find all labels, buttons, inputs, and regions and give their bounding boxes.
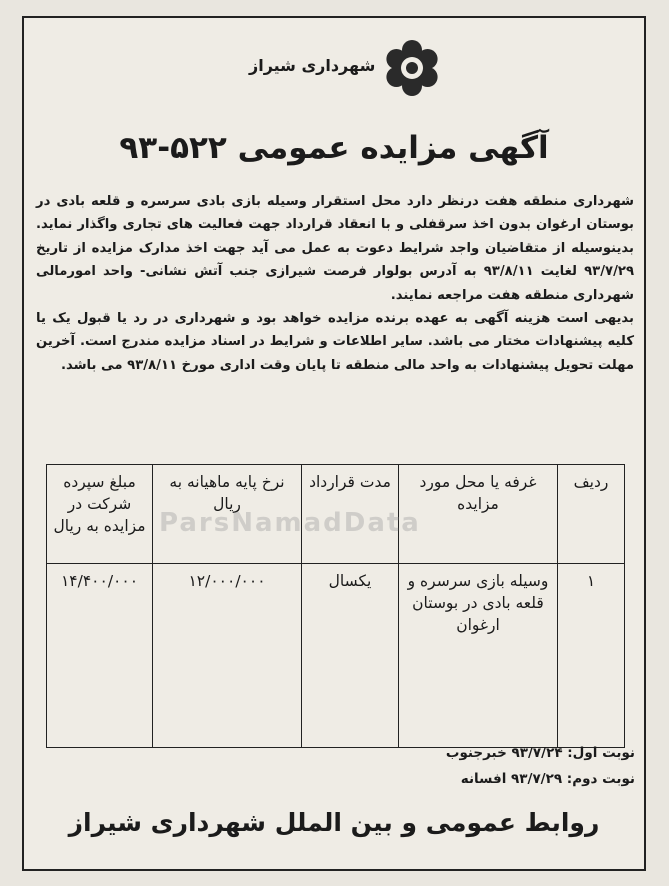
- footer-signature: روابط عمومی و بین الملل شهرداری شیراز: [68, 808, 600, 837]
- column-header: ردیف: [558, 465, 625, 564]
- body-paragraph: بدیهی است هزینه آگهی به عهده برنده مزایده خواهد بود و شهرداری در رد یا قبول یک یا کلیه پیشنهادات مختار می باشد. سایر اطلاعات و شرایط در اسناد مزایده مندرج است. آخرین مهلت تحویل پیشنهادات به واحد مالی منطقه تا پایان وقت اداری مورخ ۹۳/۸/۱۱ می باشد.: [36, 311, 634, 373]
- watermark: ParsNamadData: [159, 508, 421, 538]
- notice-page: [22, 16, 646, 871]
- publication-first: نوبت اول: ۹۳/۷/۲۴ خبرجنوب: [445, 745, 635, 761]
- column-header: غرفه یا محل مورد مزایده: [399, 465, 558, 564]
- auction-table: [46, 464, 625, 748]
- column-header: نرخ پایه ماهیانه به ریال: [153, 465, 302, 564]
- shiraz-municipality-logo-icon: [382, 38, 442, 98]
- column-header: مدت قرارداد: [302, 465, 399, 564]
- column-header: مبلغ سپرده شرکت در مزایده به ریال: [47, 465, 153, 564]
- org-name: شهرداری شیراز: [249, 56, 376, 75]
- publication-second: نوبت دوم: ۹۳/۷/۲۹ افسانه: [460, 771, 635, 787]
- table-row: [47, 564, 625, 748]
- table-cell: وسیله بازی سرسره و قلعه بادی در بوستان ارغوان: [399, 564, 558, 748]
- notice-body: [36, 190, 634, 377]
- table-header-row: [47, 465, 625, 564]
- header: [24, 38, 644, 100]
- table-cell: ۱۲/۰۰۰/۰۰۰: [153, 564, 302, 748]
- page-title: آگهی مزایده عمومی ۵۲۲-۹۳: [119, 130, 549, 166]
- body-paragraph: شهرداری منطقه هفت درنظر دارد محل استقرار وسیله بازی بادی سرسره و قلعه بادی در بوستان ارغوان بدون اخذ سرقفلی و با انعقاد قرارداد جهت فعالیت های تجاری واگذار نماید. بدینوسیله از متقاضیان واجد شرایط دعوت به عمل می آید جهت اخذ مدارک مزایده از تاریخ ۹۳/۷/۲۹ لغایت ۹۳/۸/۱۱ به آدرس بولوار فرصت شیرازی جنب آتش نشانی- واحد امورمالی شهرداری منطقه هفت مراجعه نمایند.: [36, 194, 634, 303]
- table-cell: ۱: [558, 564, 625, 748]
- table-cell: یکسال: [302, 564, 399, 748]
- table-cell: ۱۴/۴۰۰/۰۰۰: [47, 564, 153, 748]
